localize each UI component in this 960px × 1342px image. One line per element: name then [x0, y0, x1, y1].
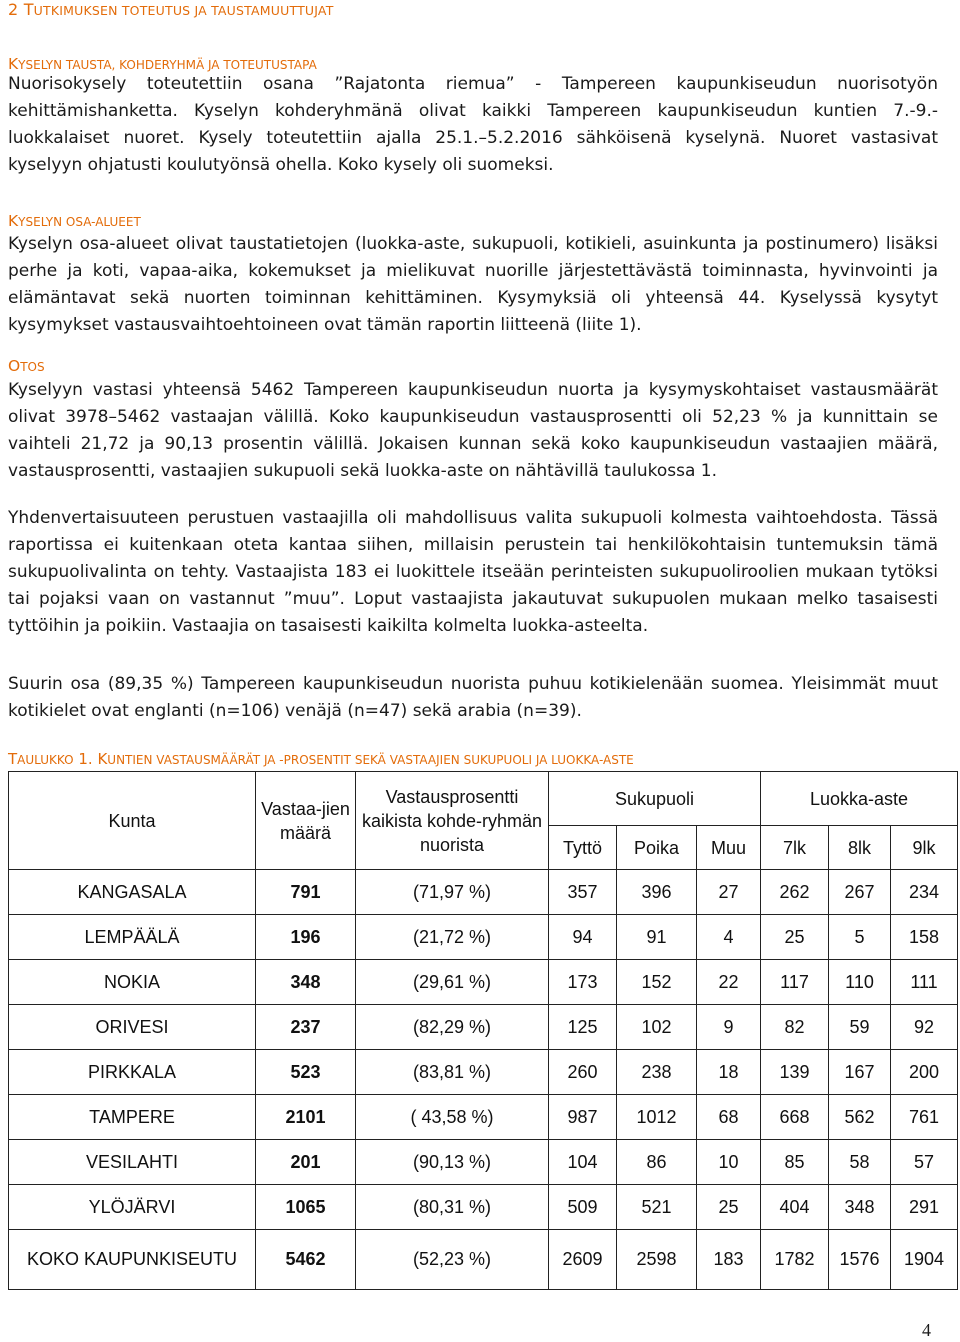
cell-muu: 4	[697, 915, 761, 960]
cell-8lk: 267	[829, 870, 891, 915]
page-number: 4	[922, 1320, 931, 1340]
cell-9lk: 761	[891, 1095, 958, 1140]
header-luokka-aste: Luokka-aste	[761, 772, 958, 826]
section-heading-tausta: KYSELYN TAUSTA, KOHDERYHMÄ JA TOTEUTUSTAPA	[8, 55, 317, 73]
cell-7lk: 139	[761, 1050, 829, 1095]
cell-maara: 196	[256, 915, 356, 960]
cell-muu: 10	[697, 1140, 761, 1185]
cell-kunta: VESILAHTI	[9, 1140, 256, 1185]
cell-prosentti: (82,29 %)	[356, 1005, 549, 1050]
cell-poika: 521	[617, 1185, 697, 1230]
table-row	[9, 915, 958, 960]
cell-poika: 102	[617, 1005, 697, 1050]
chapter-heading: 2 TUTKIMUKSEN TOTEUTUS JA TAUSTAMUUTTUJAT	[8, 0, 334, 19]
cell-poika: 91	[617, 915, 697, 960]
cell-8lk: 348	[829, 1185, 891, 1230]
cell-9lk: 92	[891, 1005, 958, 1050]
cell-kunta: PIRKKALA	[9, 1050, 256, 1095]
paragraph-otos-2: Yhdenvertaisuuteen perustuen vastaajilla oli mahdollisuus valita sukupuoli kolmesta vaihtoehdosta. Tässä raportissa ei kuitenkaan oteta kantaa siihen, millaisin perustein tai henkilökohtaisin tuntemuksin tämä sukupuolivalinta on tehty. Vastaajista 183 ei luokittele itseään perinteisten sukupuoliroolien mukaan tytöksi tai pojaksi vaan on vastannut ”muu”. Loput vastaajista jakautuvat sukupuolen mukaan melko tasaisesti tyttöihin ja poikiin. Vastaajia on tasaisesti kaikilta kolmelta luokka-asteelta.	[8, 508, 938, 636]
cell-7lk: 404	[761, 1185, 829, 1230]
cell-prosentti: (80,31 %)	[356, 1185, 549, 1230]
cell-kunta: TAMPERE	[9, 1095, 256, 1140]
cell-prosentti: (90,13 %)	[356, 1140, 549, 1185]
header-muu: Muu	[697, 826, 761, 870]
header-sukupuoli: Sukupuoli	[549, 772, 761, 826]
header-kunta: Kunta	[9, 772, 256, 870]
cell-8lk: 167	[829, 1050, 891, 1095]
cell-maara: 1065	[256, 1185, 356, 1230]
header-vastaajien-maara: Vastaa-jien määrä	[256, 772, 356, 870]
cell-kunta: LEMPÄÄLÄ	[9, 915, 256, 960]
cell-9lk: 1904	[891, 1230, 958, 1290]
cell-maara: 5462	[256, 1230, 356, 1290]
cell-tytto: 173	[549, 960, 617, 1005]
cell-kunta: NOKIA	[9, 960, 256, 1005]
cell-tytto: 125	[549, 1005, 617, 1050]
table-row	[9, 1140, 958, 1185]
table-row	[9, 870, 958, 915]
cell-prosentti: (52,23 %)	[356, 1230, 549, 1290]
cell-7lk: 117	[761, 960, 829, 1005]
cell-9lk: 234	[891, 870, 958, 915]
cell-muu: 183	[697, 1230, 761, 1290]
cell-tytto: 509	[549, 1185, 617, 1230]
header-9lk: 9lk	[891, 826, 958, 870]
cell-9lk: 111	[891, 960, 958, 1005]
table-row-total	[9, 1230, 958, 1290]
header-8lk: 8lk	[829, 826, 891, 870]
cell-maara: 523	[256, 1050, 356, 1095]
cell-muu: 22	[697, 960, 761, 1005]
cell-poika: 86	[617, 1140, 697, 1185]
cell-poika: 152	[617, 960, 697, 1005]
cell-maara: 201	[256, 1140, 356, 1185]
cell-poika: 1012	[617, 1095, 697, 1140]
cell-8lk: 59	[829, 1005, 891, 1050]
cell-poika: 2598	[617, 1230, 697, 1290]
cell-8lk: 1576	[829, 1230, 891, 1290]
cell-kunta: ORIVESI	[9, 1005, 256, 1050]
table-row	[9, 960, 958, 1005]
section-heading-osa-alueet: KYSELYN OSA-ALUEET	[8, 212, 141, 230]
cell-kunta: KANGASALA	[9, 870, 256, 915]
cell-7lk: 1782	[761, 1230, 829, 1290]
cell-kunta: YLÖJÄRVI	[9, 1185, 256, 1230]
cell-8lk: 5	[829, 915, 891, 960]
cell-8lk: 562	[829, 1095, 891, 1140]
cell-7lk: 668	[761, 1095, 829, 1140]
header-tytto: Tyttö	[549, 826, 617, 870]
cell-9lk: 291	[891, 1185, 958, 1230]
cell-7lk: 25	[761, 915, 829, 960]
cell-7lk: 262	[761, 870, 829, 915]
cell-muu: 18	[697, 1050, 761, 1095]
cell-kunta: KOKO KAUPUNKISEUTU	[9, 1230, 256, 1290]
cell-muu: 25	[697, 1185, 761, 1230]
cell-8lk: 58	[829, 1140, 891, 1185]
table-caption: TAULUKKO 1. KUNTIEN VASTAUSMÄÄRÄT JA -PROSENTIT SEKÄ VASTAAJIEN SUKUPUOLI JA LUOKKA-ASTE	[8, 750, 634, 768]
cell-poika: 396	[617, 870, 697, 915]
table-row	[9, 1185, 958, 1230]
cell-muu: 68	[697, 1095, 761, 1140]
header-vastausprosentti: Vastausprosentti kaikista kohde-ryhmän nuorista	[356, 772, 549, 870]
cell-muu: 27	[697, 870, 761, 915]
cell-muu: 9	[697, 1005, 761, 1050]
cell-poika: 238	[617, 1050, 697, 1095]
cell-tytto: 104	[549, 1140, 617, 1185]
header-poika: Poika	[617, 826, 697, 870]
paragraph-otos-3: Suurin osa (89,35 %) Tampereen kaupunkiseudun nuorista puhuu kotikielenään suomea. Yleisimmät muut kotikielet ovat englanti (n=106) venäjä (n=47) sekä arabia (n=39).	[8, 674, 938, 721]
response-table	[8, 771, 958, 1290]
cell-tytto: 987	[549, 1095, 617, 1140]
cell-8lk: 110	[829, 960, 891, 1005]
cell-prosentti: (29,61 %)	[356, 960, 549, 1005]
cell-7lk: 85	[761, 1140, 829, 1185]
cell-prosentti: ( 43,58 %)	[356, 1095, 549, 1140]
cell-maara: 791	[256, 870, 356, 915]
cell-maara: 2101	[256, 1095, 356, 1140]
paragraph-tausta: Nuorisokysely toteutettiin osana ”Rajatonta riemua” - Tampereen kaupunkiseudun nuorisotyön kehittämishanketta. Kyselyn kohderyhmänä olivat kaikki Tampereen kaupunkiseudun kuntien 7.-9.-luokkalaiset nuoret. Kysely toteutettiin ajalla 25.1.–5.2.2016 sähköisenä kyselynä. Nuoret vastasivat kyselyyn ohjatusti koulutyönsä ohella. Koko kysely oli suomeksi.	[8, 74, 938, 175]
cell-maara: 237	[256, 1005, 356, 1050]
cell-tytto: 260	[549, 1050, 617, 1095]
cell-tytto: 94	[549, 915, 617, 960]
table-row	[9, 1005, 958, 1050]
table-row	[9, 1095, 958, 1140]
section-heading-otos: OTOS	[8, 357, 45, 375]
cell-tytto: 357	[549, 870, 617, 915]
cell-prosentti: (83,81 %)	[356, 1050, 549, 1095]
cell-7lk: 82	[761, 1005, 829, 1050]
cell-9lk: 158	[891, 915, 958, 960]
header-7lk: 7lk	[761, 826, 829, 870]
cell-prosentti: (21,72 %)	[356, 915, 549, 960]
cell-tytto: 2609	[549, 1230, 617, 1290]
paragraph-osa-alueet: Kyselyn osa-alueet olivat taustatietojen (luokka-aste, sukupuoli, kotikieli, asuinkunta ja postinumero) lisäksi perhe ja koti, vapaa-aika, kokemukset ja mielikuvat nuorille järjestettävästä toiminnasta, hyvinvointi ja elämäntavat sekä nuorten toiminnan kehittäminen. Kysymyksiä oli yhteensä 44. Kyselyssä kysytyt kysymykset vastausvaihtoehtoineen ovat tämän raportin liitteenä (liite 1).	[8, 234, 938, 335]
paragraph-otos-1: Kyselyyn vastasi yhteensä 5462 Tampereen kaupunkiseudun nuorta ja kysymyskohtaiset vastausmäärät olivat 3978–5462 vastaajan välillä. Koko kaupunkiseudun vastausprosentti oli 52,23 % ja kunnittain se vaihteli 21,72 ja 90,13 prosentin välillä. Jokaisen kunnan sekä koko kaupunkiseudun vastaajien määrä, vastausprosentti, vastaajien sukupuoli sekä luokka-aste on nähtävillä taulukossa 1.	[8, 380, 938, 481]
cell-prosentti: (71,97 %)	[356, 870, 549, 915]
cell-maara: 348	[256, 960, 356, 1005]
cell-9lk: 200	[891, 1050, 958, 1095]
cell-9lk: 57	[891, 1140, 958, 1185]
table-row	[9, 1050, 958, 1095]
